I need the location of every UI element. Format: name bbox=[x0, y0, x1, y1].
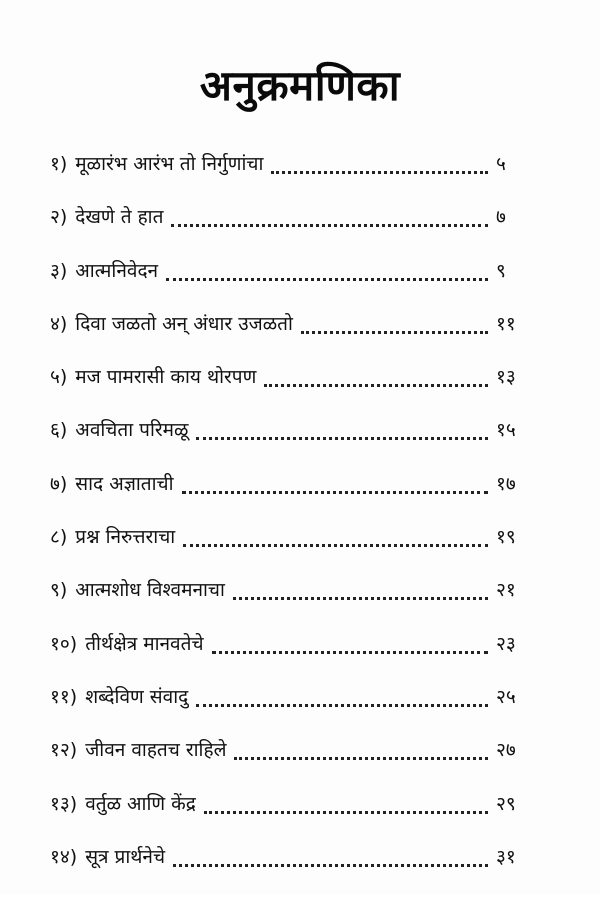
toc-entry-title: मूळारंभ आरंभ तो निर्गुणांचा bbox=[75, 153, 264, 175]
dot-leader bbox=[173, 844, 488, 867]
toc-entry bbox=[50, 631, 550, 684]
toc-entry-title: सूत्र प्रार्थनेचे bbox=[85, 845, 166, 868]
dot-leader bbox=[301, 311, 488, 334]
toc-entry-title: जीवन वाहतच राहिले bbox=[85, 739, 227, 762]
toc-entry-title: वर्तुळ आणि केंद्र bbox=[85, 792, 196, 815]
dot-leader bbox=[171, 204, 488, 227]
dot-leader bbox=[212, 631, 488, 654]
toc-entry-number: २) bbox=[50, 206, 68, 229]
toc-entry-number: १४) bbox=[50, 845, 78, 868]
dot-leader bbox=[271, 151, 488, 174]
toc-entry-number: ८) bbox=[50, 526, 68, 549]
toc-entry bbox=[50, 258, 550, 311]
toc-entry-title: प्रश्न निरुत्तराचा bbox=[75, 526, 176, 549]
toc-entry bbox=[50, 684, 550, 737]
toc-entry-number: ६) bbox=[50, 419, 68, 442]
toc-entry-page-number: २९ bbox=[496, 792, 516, 815]
toc-entry-number: १०) bbox=[50, 632, 78, 655]
toc-entry-page-number: १९ bbox=[496, 526, 516, 549]
toc-entry-title: साद अज्ञाताची bbox=[75, 472, 174, 495]
toc-entry-page-number: २३ bbox=[496, 632, 516, 655]
toc-entry bbox=[50, 151, 550, 204]
toc-entry-page-number: ५ bbox=[496, 153, 506, 175]
dot-leader bbox=[196, 684, 488, 707]
toc-entry-number: ११) bbox=[50, 685, 78, 708]
toc-entry bbox=[50, 417, 550, 470]
toc-entry-title: देखणे ते हात bbox=[75, 206, 164, 229]
toc-entry-page-number: १५ bbox=[496, 419, 516, 442]
toc-entry bbox=[50, 844, 550, 897]
dot-leader bbox=[166, 258, 488, 281]
table-of-contents bbox=[50, 151, 550, 897]
toc-entry-page-number: १७ bbox=[496, 472, 516, 495]
toc-entry-page-number: ९ bbox=[496, 259, 506, 282]
toc-entry-title: शब्देविण संवादु bbox=[85, 685, 189, 708]
toc-entry-title: तीर्थक्षेत्र मानवतेचे bbox=[85, 632, 204, 655]
toc-entry-page-number: ११ bbox=[496, 312, 516, 335]
toc-entry-number: ३) bbox=[50, 259, 68, 282]
toc-entry-number: १३) bbox=[50, 792, 78, 815]
toc-entry-number: ७) bbox=[50, 472, 68, 495]
toc-entry-page-number: ७ bbox=[496, 206, 506, 229]
toc-entry-number: १२) bbox=[50, 739, 78, 762]
toc-entry bbox=[50, 524, 550, 577]
toc-entry-title: आत्मशोध विश्वमनाचा bbox=[75, 579, 225, 602]
toc-entry-number: ९) bbox=[50, 579, 68, 602]
toc-entry bbox=[50, 737, 550, 790]
dot-leader bbox=[182, 471, 488, 494]
toc-entry-page-number: २७ bbox=[496, 739, 516, 762]
toc-entry-title: दिवा जळतो अन् अंधार उजळतो bbox=[75, 312, 293, 335]
toc-entry-page-number: १३ bbox=[496, 366, 516, 389]
toc-entry bbox=[50, 204, 550, 257]
dot-leader bbox=[234, 737, 488, 760]
toc-entry-number: ५) bbox=[50, 366, 68, 389]
toc-entry-title: अवचिता परिमळू bbox=[75, 419, 189, 442]
toc-entry-number: ४) bbox=[50, 312, 68, 335]
toc-entry bbox=[50, 364, 550, 417]
toc-entry-page-number: २५ bbox=[496, 685, 516, 708]
dot-leader bbox=[264, 364, 488, 387]
toc-entry bbox=[50, 311, 550, 364]
toc-entry bbox=[50, 577, 550, 630]
dot-leader bbox=[196, 417, 488, 440]
toc-entry-title: आत्मनिवेदन bbox=[75, 259, 159, 282]
toc-entry bbox=[50, 471, 550, 524]
dot-leader bbox=[183, 524, 488, 547]
dot-leader bbox=[204, 791, 488, 814]
toc-entry-page-number: २१ bbox=[496, 579, 516, 602]
toc-entry-number: १) bbox=[50, 153, 68, 175]
toc-entry-page-number: ३१ bbox=[496, 845, 516, 868]
page-title: अनुक्रमणिका bbox=[199, 61, 401, 111]
dot-leader bbox=[233, 577, 488, 600]
toc-entry bbox=[50, 791, 550, 844]
toc-entry-title: मज पामरासी काय थोरपण bbox=[75, 366, 257, 389]
